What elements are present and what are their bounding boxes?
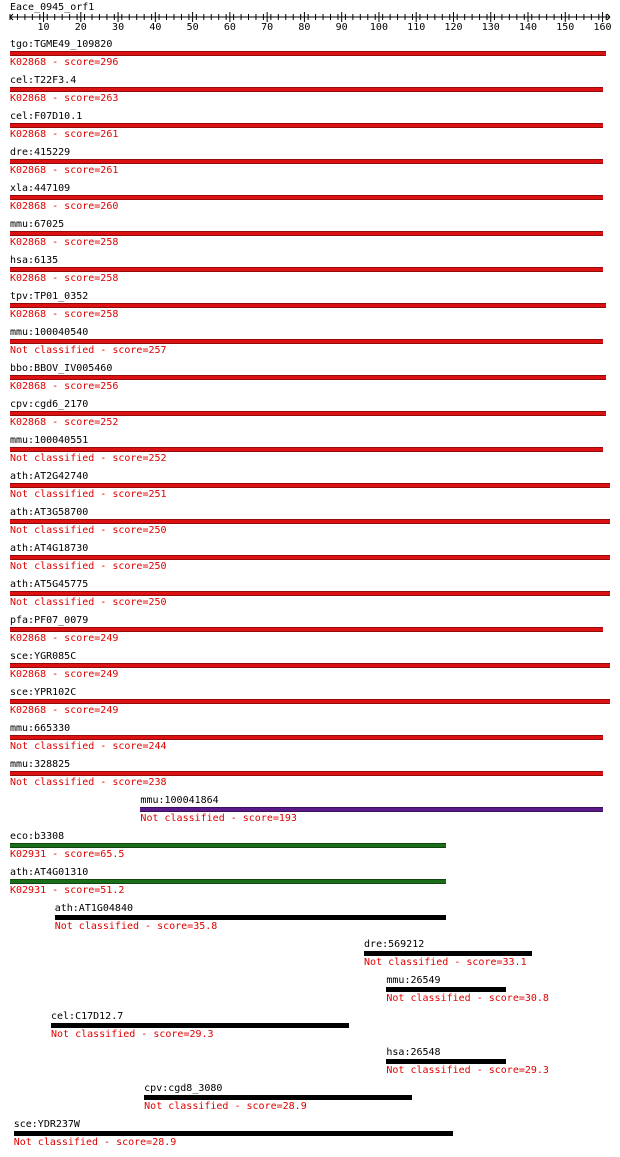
hit-name-link[interactable]: xla:447109 — [10, 183, 71, 194]
ruler-tick-label: 150 — [556, 22, 575, 33]
ruler-tick-label: 90 — [335, 22, 348, 33]
hit-name-link[interactable]: pfa:PF07_0079 — [10, 615, 89, 626]
hit-score-label: Not classified - score=250 — [10, 561, 167, 572]
hit-score-label: K02868 - score=261 — [10, 129, 119, 140]
hit-name-link[interactable]: mmu:100040551 — [10, 435, 89, 446]
ruler-tick-label: 160 — [593, 22, 612, 33]
hit-alignment-bar[interactable] — [10, 123, 603, 128]
ruler-tick-label: 20 — [74, 22, 87, 33]
hit-alignment-bar[interactable] — [51, 1023, 349, 1028]
hit-name-link[interactable]: mmu:665330 — [10, 723, 71, 734]
hit-score-label: K02868 - score=249 — [10, 669, 119, 680]
ruler-tick-label: 120 — [444, 22, 463, 33]
hit-alignment-bar[interactable] — [10, 771, 603, 776]
hit-score-label: Not classified - score=244 — [10, 741, 167, 752]
sequence-ruler — [0, 0, 620, 36]
hit-alignment-bar[interactable] — [10, 627, 603, 632]
hit-alignment-bar[interactable] — [10, 159, 603, 164]
hit-name-link[interactable]: dre:569212 — [364, 939, 425, 950]
hit-name-link[interactable]: sce:YDR237W — [13, 1119, 80, 1130]
ruler-tick-label: 70 — [261, 22, 274, 33]
hit-score-label: K02931 - score=51.2 — [10, 885, 125, 896]
hit-score-label: Not classified - score=35.8 — [54, 921, 218, 932]
hit-name-link[interactable]: eco:b3308 — [10, 831, 65, 842]
hit-alignment-bar[interactable] — [10, 231, 603, 236]
hit-name-link[interactable]: ath:AT3G58700 — [10, 507, 89, 518]
hit-alignment-bar[interactable] — [10, 591, 610, 596]
hit-score-label: K02868 - score=256 — [10, 381, 119, 392]
hit-score-label: Not classified - score=29.3 — [386, 1065, 549, 1076]
hit-name-link[interactable]: mmu:100040540 — [10, 327, 89, 338]
hit-score-label: K02868 - score=252 — [10, 417, 119, 428]
hit-alignment-bar[interactable] — [144, 1095, 412, 1100]
hit-score-label: K02868 - score=249 — [10, 633, 119, 644]
hit-name-link[interactable]: sce:YPR102C — [10, 687, 77, 698]
hit-score-label: Not classified - score=30.8 — [386, 993, 549, 1004]
hit-alignment-bar[interactable] — [10, 843, 446, 848]
ruler-tick-label: 80 — [298, 22, 311, 33]
ruler-tick-label: 40 — [149, 22, 162, 33]
hit-score-label: Not classified - score=252 — [10, 453, 167, 464]
hit-score-label: Not classified - score=251 — [10, 489, 167, 500]
ruler-tick-label: 130 — [481, 22, 500, 33]
hit-name-link[interactable]: ath:AT5G45775 — [10, 579, 89, 590]
hit-name-link[interactable]: tgo:TGME49_109820 — [10, 39, 113, 50]
hit-score-label: K02868 - score=263 — [10, 93, 119, 104]
hit-name-link[interactable]: mmu:328825 — [10, 759, 71, 770]
query-name: Eace_0945_orf1 — [10, 2, 95, 13]
hit-score-label: Not classified - score=28.9 — [13, 1137, 177, 1148]
hit-alignment-bar[interactable] — [10, 195, 603, 200]
hit-name-link[interactable]: ath:AT4G18730 — [10, 543, 89, 554]
hit-alignment-bar[interactable] — [10, 411, 606, 416]
hit-alignment-bar[interactable] — [386, 1059, 505, 1064]
hit-score-label: Not classified - score=250 — [10, 597, 167, 608]
hit-alignment-bar[interactable] — [14, 1131, 454, 1136]
hit-score-label: K02931 - score=65.5 — [10, 849, 125, 860]
hit-name-link[interactable]: cel:F07D10.1 — [10, 111, 83, 122]
hit-name-link[interactable]: ath:AT4G01310 — [10, 867, 89, 878]
hit-alignment-bar[interactable] — [364, 951, 532, 956]
hit-name-link[interactable]: dre:415229 — [10, 147, 71, 158]
hit-name-link[interactable]: ath:AT2G42740 — [10, 471, 89, 482]
ruler-tick-label: 110 — [407, 22, 426, 33]
hit-name-link[interactable]: cpv:cgd6_2170 — [10, 399, 89, 410]
hit-score-label: Not classified - score=33.1 — [364, 957, 527, 968]
hit-alignment-bar[interactable] — [10, 663, 610, 668]
hit-name-link[interactable]: cel:C17D12.7 — [50, 1011, 124, 1022]
hit-score-label: Not classified - score=28.9 — [144, 1101, 307, 1112]
ruler-tick-label: 10 — [37, 22, 50, 33]
hit-name-link[interactable]: cpv:cgd8_3080 — [144, 1083, 223, 1094]
hit-name-link[interactable]: hsa:26548 — [386, 1047, 441, 1058]
hit-score-label: K02868 - score=258 — [10, 273, 119, 284]
hit-score-label: Not classified - score=29.3 — [50, 1029, 214, 1040]
hit-alignment-bar[interactable] — [10, 267, 603, 272]
hit-score-label: Not classified - score=238 — [10, 777, 167, 788]
hit-alignment-bar[interactable] — [10, 555, 610, 560]
hit-score-label: K02868 - score=258 — [10, 309, 119, 320]
hit-name-link[interactable]: mmu:100041864 — [140, 795, 219, 806]
hit-alignment-bar[interactable] — [10, 447, 603, 452]
hit-alignment-bar[interactable] — [10, 483, 610, 488]
hit-score-label: K02868 - score=261 — [10, 165, 119, 176]
hit-alignment-bar[interactable] — [10, 519, 610, 524]
hit-alignment-bar[interactable] — [10, 339, 603, 344]
hit-score-label: Not classified - score=193 — [140, 813, 297, 824]
hit-alignment-bar[interactable] — [10, 375, 606, 380]
hit-score-label: K02868 - score=296 — [10, 57, 119, 68]
ruler-tick-label: 100 — [369, 22, 388, 33]
hit-alignment-bar[interactable] — [10, 87, 603, 92]
hit-alignment-bar[interactable] — [10, 303, 606, 308]
hit-name-link[interactable]: hsa:6135 — [10, 255, 59, 266]
hit-name-link[interactable]: ath:AT1G04840 — [54, 903, 133, 914]
hit-alignment-bar[interactable] — [10, 879, 446, 884]
hit-score-label: Not classified - score=257 — [10, 345, 167, 356]
hit-alignment-bar[interactable] — [386, 987, 505, 992]
hit-name-link[interactable]: tpv:TP01_0352 — [10, 291, 89, 302]
ruler-tick-label: 30 — [112, 22, 125, 33]
hit-alignment-bar[interactable] — [10, 735, 603, 740]
hit-alignment-bar[interactable] — [55, 915, 446, 920]
ruler-tick-label: 140 — [518, 22, 538, 33]
hit-score-label: K02868 - score=260 — [10, 201, 119, 212]
hit-alignment-bar[interactable] — [10, 51, 606, 56]
hit-name-link[interactable]: mmu:67025 — [10, 219, 65, 230]
hit-score-label: K02868 - score=249 — [10, 705, 119, 716]
hit-name-link[interactable]: bbo:BBOV_IV005460 — [10, 363, 113, 374]
ruler-tick-label: 60 — [223, 22, 236, 33]
hit-score-label: Not classified - score=250 — [10, 525, 167, 536]
hit-score-label: K02868 - score=258 — [10, 237, 119, 248]
ruler-tick-label: 50 — [186, 22, 199, 33]
hit-alignment-bar[interactable] — [10, 699, 610, 704]
hit-name-link[interactable]: mmu:26549 — [386, 975, 441, 986]
hit-name-link[interactable]: cel:T22F3.4 — [10, 75, 77, 86]
hit-name-link[interactable]: sce:YGR085C — [10, 651, 77, 662]
hit-alignment-bar[interactable] — [140, 807, 602, 812]
